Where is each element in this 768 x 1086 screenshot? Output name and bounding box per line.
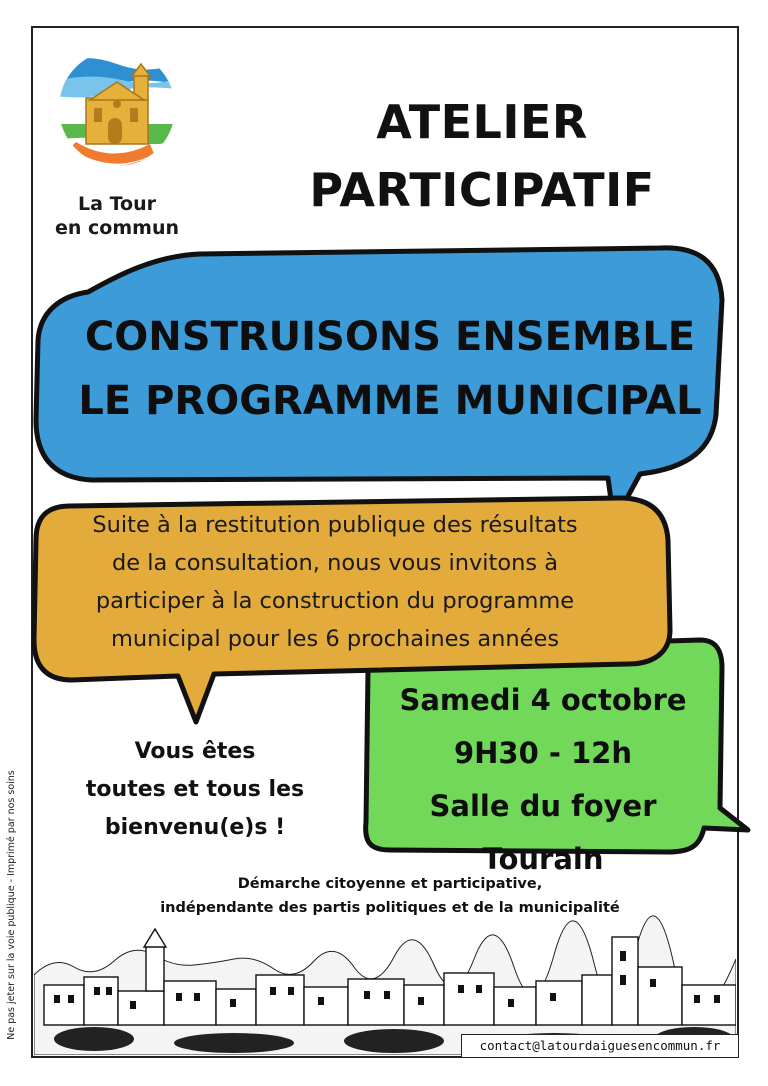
welcome-line-1: Vous êtes <box>134 739 256 764</box>
event-details <box>368 674 718 886</box>
headline-line-2: LE PROGRAMME MUNICIPAL <box>78 378 702 424</box>
invitation-line-3: participer à la construction du programme <box>95 588 575 614</box>
footer-statement <box>130 872 650 920</box>
footer-line-2: indépendante des partis politiques et de la municipalité <box>160 900 620 916</box>
invitation-line-2: de la consultation, nous vous invitons à <box>111 550 559 576</box>
side-note: Ne pas jeter sur la voie publique - Imprimé par nos soins <box>6 770 17 1040</box>
event-place: Salle du foyer Tourain <box>429 789 657 876</box>
logo-line-1: La Tour <box>78 193 156 215</box>
welcome-line-3: bienvenu(e)s ! <box>104 815 286 840</box>
event-time: 9H30 - 12h <box>453 736 633 770</box>
contact-email[interactable]: contact@latourdaiguesencommun.fr <box>461 1034 739 1058</box>
invitation-line-4: municipal pour les 6 prochaines années <box>110 626 560 652</box>
invitation-line-1: Suite à la restitution publique des résultats <box>92 512 578 538</box>
footer-line-1: Démarche citoyenne et participative, <box>237 876 543 892</box>
logo-line-2: en commun <box>55 217 179 239</box>
headline <box>40 305 740 433</box>
headline-line-1: CONSTRUISONS ENSEMBLE <box>84 314 696 360</box>
event-date: Samedi 4 octobre <box>399 683 687 717</box>
welcome-message <box>70 733 320 847</box>
title-line-1: ATELIER <box>376 95 588 149</box>
invitation-text <box>40 506 630 658</box>
welcome-line-2: toutes et tous les <box>85 777 305 802</box>
title-line-2: PARTICIPATIF <box>309 163 655 217</box>
